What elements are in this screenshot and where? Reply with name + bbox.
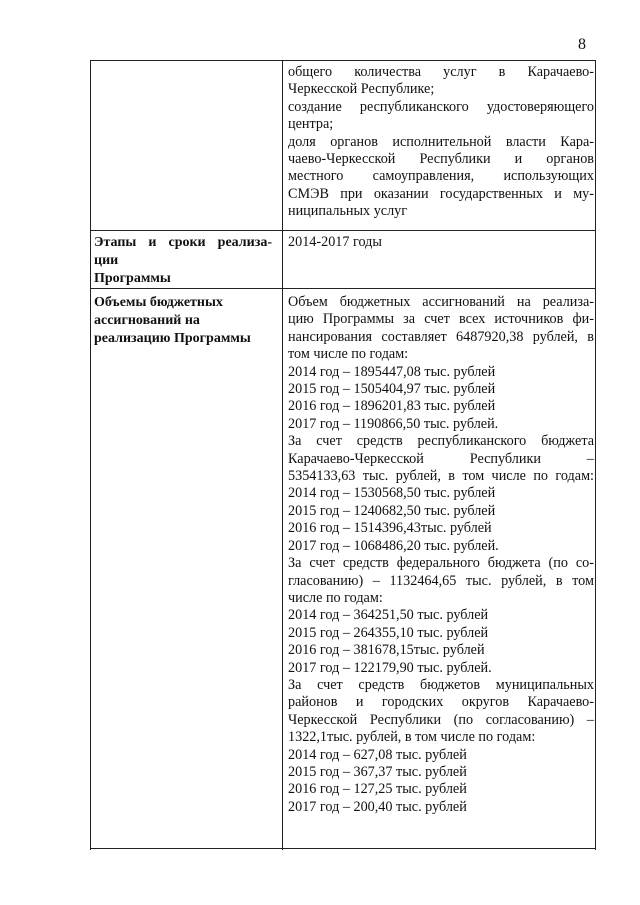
- text-line: 2014 год – 364251,50 тыс. рублей: [288, 607, 489, 624]
- text-line: 2015 год – 264355,10 тыс. рублей: [288, 624, 489, 641]
- label-line: Объемы бюджетных: [94, 295, 223, 310]
- text-line: общего количества услуг в Карачаево-: [288, 64, 594, 80]
- text-line: 1322,1тыс. рублей, в том числе по годам:: [288, 729, 536, 746]
- text-line: 2016 год – 127,25 тыс. рублей: [288, 781, 467, 798]
- text-line: цию Программы за счет всех источников фи-: [288, 311, 594, 328]
- text-line: 2017 год – 200,40 тыс. рублей: [288, 798, 467, 815]
- text-line: ниципальных услуг: [288, 203, 408, 220]
- text-line: 2014 год – 1895447,08 тыс. рублей: [288, 363, 496, 380]
- label-line: Программы: [94, 271, 171, 286]
- row-divider-1: [90, 230, 596, 231]
- text-line: местного самоуправления, использующих: [288, 168, 594, 185]
- label-line: Этапы и сроки реализа-: [94, 235, 272, 250]
- text-line: 2016 год – 381678,15тыс. рублей: [288, 642, 485, 659]
- text-line: За счет средств республиканского бюджета: [288, 433, 594, 450]
- text-line: 2017 год – 1190866,50 тыс. рублей.: [288, 415, 499, 432]
- table-bottom-border: [90, 848, 596, 849]
- text-line: 2015 год – 1240682,50 тыс. рублей: [288, 502, 496, 519]
- text-line: нансирования составляет 6487920,38 рублей, в: [288, 328, 594, 345]
- page-number: 8: [578, 36, 586, 53]
- table-left-border: [90, 60, 91, 850]
- text-line: Объем бюджетных ассигнований на реализа-: [288, 294, 594, 310]
- text-line: районов и городских округов Карачаево-: [288, 694, 594, 711]
- budget-label-cell: [94, 294, 272, 348]
- text-line: создание республиканского удостоверяющего: [288, 98, 594, 115]
- label-line: ассигнований на: [94, 313, 200, 328]
- text-line: 5354133,63 тыс. рублей, в том числе по годам:: [288, 468, 594, 485]
- table-top-border: [90, 60, 596, 61]
- budget-value-cell: [288, 294, 594, 816]
- text-line: центра;: [288, 116, 334, 133]
- text-line: 2016 год – 1896201,83 тыс. рублей: [288, 398, 496, 415]
- text-line: 2014 год – 627,08 тыс. рублей: [288, 746, 467, 763]
- stages-label-cell: [94, 234, 272, 288]
- text-line: 2017 год – 122179,90 тыс. рублей.: [288, 659, 492, 676]
- text-line: 2014-2017 годы: [288, 234, 382, 250]
- text-line: За счет средств бюджетов муниципальных: [288, 676, 594, 693]
- text-line: 2014 год – 1530568,50 тыс. рублей: [288, 485, 496, 502]
- table-right-border: [595, 60, 596, 850]
- label-line: реализацию Программы: [94, 331, 251, 346]
- row-divider-2: [90, 288, 596, 289]
- text-line: Черкесской Республике;: [288, 81, 435, 98]
- text-line: 2016 год – 1514396,43тыс. рублей: [288, 520, 492, 537]
- text-line: Черкесской Республики (по согласованию) –: [288, 711, 594, 728]
- text-line: 2015 год – 1505404,97 тыс. рублей: [288, 381, 496, 398]
- table-column-divider: [282, 60, 283, 850]
- text-line: Карачаево-Черкесской Республики –: [288, 450, 594, 467]
- indicators-cell: [288, 64, 594, 221]
- label-line: ции: [94, 253, 119, 268]
- text-line: доля органов исполнительной власти Кара-: [288, 133, 594, 150]
- text-line: 2017 год – 1068486,20 тыс. рублей.: [288, 537, 499, 554]
- stages-value-cell: [288, 234, 594, 251]
- text-line: чаево-Черкесской Республики и органов: [288, 151, 594, 168]
- text-line: 2015 год – 367,37 тыс. рублей: [288, 763, 467, 780]
- text-line: том числе по годам:: [288, 346, 409, 363]
- text-line: За счет средств федерального бюджета (по со-: [288, 555, 594, 572]
- text-line: гласованию) – 1132464,65 тыс. рублей, в том: [288, 572, 594, 589]
- text-line: числе по годам:: [288, 589, 383, 606]
- text-line: СМЭВ при оказании государственных и му-: [288, 185, 594, 202]
- passport-table: [90, 60, 596, 850]
